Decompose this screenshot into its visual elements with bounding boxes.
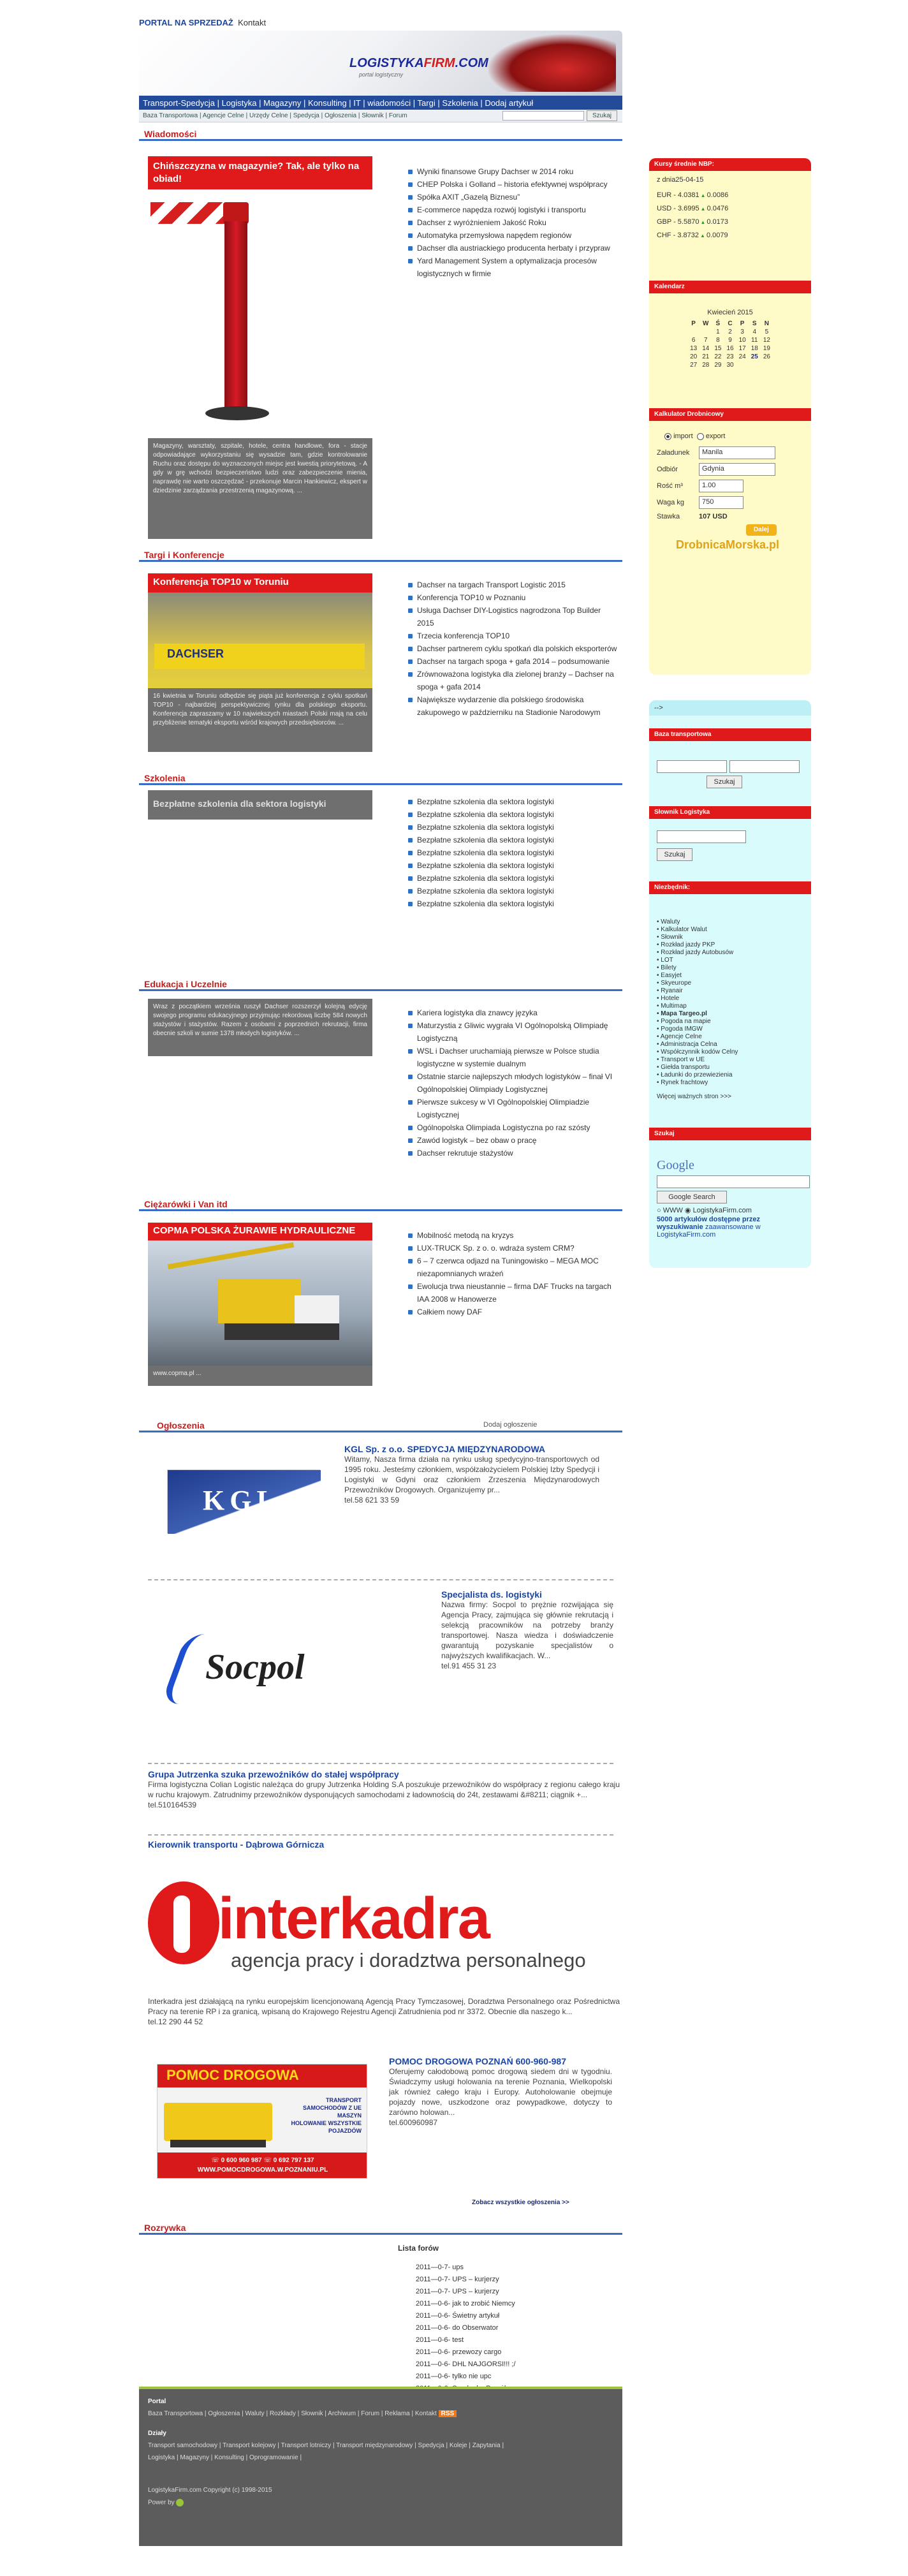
list-item[interactable]: Trzecia konferencja TOP10 (407, 629, 617, 642)
arrow-icon: ▲ (700, 219, 706, 225)
ad-title[interactable]: Specjalista ds. logistyki (441, 1589, 542, 1600)
dictionary-heading: Słownik Logistyka (649, 806, 811, 819)
currency-rate: CHF - 3.8732 (657, 232, 699, 239)
calendar-day[interactable]: 18 (751, 345, 758, 352)
calendar-day[interactable]: 21 (702, 353, 710, 360)
education-list (407, 1006, 617, 1159)
header-search-input[interactable] (502, 111, 584, 121)
weight-label: Waga kg (657, 499, 685, 506)
calendar-day[interactable]: 13 (690, 345, 698, 352)
feature-caption: www.copma.pl ... (148, 1365, 372, 1386)
calendar-day[interactable]: 16 (726, 345, 734, 352)
fairs-feature[interactable] (148, 573, 372, 752)
list-item[interactable]: Bezpłatne szkolenia dla sektora logistyki (407, 808, 617, 821)
calendar-day[interactable]: 24 (738, 353, 746, 360)
training-feature[interactable] (148, 790, 372, 820)
nav-item[interactable]: wiadomości (367, 98, 411, 108)
calendar-day-name: Ś (715, 320, 721, 327)
subnav-item[interactable]: Spedycja (293, 112, 319, 119)
ad-item[interactable] (148, 1444, 620, 1565)
ad-phone: tel.12 290 44 52 (148, 2017, 203, 2026)
list-item[interactable]: Całkiem nowy DAF (407, 1306, 617, 1318)
tool-link[interactable]: • Multimap (657, 1003, 687, 1010)
calendar-day-name: P (691, 320, 696, 327)
trucks-feature[interactable] (148, 1223, 372, 1386)
calendar-day[interactable]: 11 (751, 337, 758, 344)
calendar-day[interactable]: 30 (726, 362, 734, 369)
calendar-day[interactable]: 2 (728, 328, 732, 335)
forum-topic[interactable]: przewozy cargo (452, 2348, 502, 2356)
calendar-day[interactable]: 23 (726, 353, 734, 360)
list-item[interactable]: Wyniki finansowe Grupy Dachser w 2014 roku (407, 165, 617, 178)
ad-phone: tel.58 621 33 59 (344, 1496, 400, 1505)
section-title: Edukacja i Uczelnie (139, 977, 622, 991)
tool-link[interactable]: • Giełda transportu (657, 1064, 710, 1071)
forum-topic[interactable]: test (452, 2336, 464, 2344)
list-item[interactable]: Dachser na targach Transport Logistic 2015 (407, 578, 617, 591)
calendar-day[interactable]: 12 (763, 337, 770, 344)
forum-topic[interactable]: jak to zrobić Niemcy (452, 2300, 515, 2307)
logo-tagline: portal logistyczny (359, 71, 404, 78)
volume-input[interactable]: 1.00 (699, 480, 743, 492)
sidebar-yellow-panel (649, 158, 811, 675)
feature-title[interactable]: COPMA POLSKA ŻURAWIE HYDRAULICZNE (148, 1223, 372, 1240)
list-item[interactable]: Kariera logistyka dla znawcy języka (407, 1006, 617, 1019)
section-title: Szkolenia (139, 771, 622, 785)
subnav-item[interactable]: Ogłoszenia (325, 112, 357, 119)
forum-row[interactable] (416, 2310, 607, 2322)
ad-title[interactable]: POMOC DROGOWA POZNAŃ 600-960-987 (389, 2056, 566, 2066)
list-item[interactable]: Dachser rekrutuje stażystów (407, 1147, 617, 1159)
forum-topic[interactable]: do Obserwator (452, 2324, 499, 2332)
forum-list-title: Lista forów (398, 2244, 439, 2253)
volume-label: Rość m³ (657, 482, 683, 490)
calendar-day[interactable]: 3 (740, 328, 744, 335)
currency-row (657, 202, 803, 216)
forum-topic[interactable]: tylko nie upc (452, 2373, 492, 2380)
calendar-day-name: W (703, 320, 709, 327)
calendar-day[interactable]: 10 (738, 337, 746, 344)
forum-row[interactable] (416, 2298, 607, 2310)
currency-change: 0.0079 (706, 232, 728, 239)
arrow-text: --> (649, 700, 811, 716)
forum-row[interactable] (416, 2359, 607, 2371)
calendar-day[interactable]: 26 (763, 353, 770, 360)
calendar-day (700, 328, 711, 335)
tool-link[interactable]: • Pogoda IMGW (657, 1026, 703, 1033)
footer-portal-heading: Portal (148, 2398, 166, 2405)
search-note: 5000 artykułów dostępne przez wyszukiwanie zaawansowane w LogistykaFirm.com (657, 1216, 761, 1239)
ads-section (135, 1418, 626, 2222)
forum-row[interactable] (416, 2274, 607, 2286)
footer-portal-links[interactable]: Baza Transportowa | Ogłoszenia | Waluty | Rozkłady | Słownik | Archiwum | Forum | Reklama | Kontakt RSS (148, 2410, 613, 2417)
forum-row[interactable] (416, 2322, 607, 2334)
subnav-item[interactable]: Agencje Celne (202, 112, 244, 119)
calendar-day (749, 362, 760, 369)
calendar-day (761, 362, 772, 369)
portal-sale-link[interactable]: PORTAL NA SPRZEDAŻ (139, 18, 233, 27)
list-item[interactable]: Zrównoważona logistyka dla zielonej branży – Dachser na spoga + gafa 2014 (407, 668, 617, 693)
socpol-logo: Socpol (167, 1628, 352, 1711)
dictionary-input[interactable] (657, 830, 746, 843)
footer-powered: Power by (148, 2499, 613, 2506)
header-banner (139, 31, 622, 96)
list-item[interactable]: Spółka AXIT „Gazelą Biznesu” (407, 191, 617, 203)
calendar-day-name: S (752, 320, 757, 327)
news-list (407, 165, 617, 280)
sub-nav: Baza Transportowa | Agencje Celne | Urzędy Celne | Spedycja | Ogłoszenia | Słownik | Forum Szukaj (139, 110, 622, 122)
forum-row[interactable] (416, 2371, 607, 2383)
ad-item[interactable] (148, 1589, 620, 1749)
kgl-logo: KGL (167, 1469, 320, 1533)
footer-depts-line[interactable]: Transport samochodowy | Transport kolejowy | Transport lotniczy | Transport międzynarodowy | Spedycja | Koleje | Zapytania | (148, 2442, 504, 2449)
ad-item[interactable] (148, 1839, 620, 2050)
page (135, 15, 626, 2560)
google-logo: Google (657, 1158, 694, 1172)
calendar-day[interactable]: 28 (702, 362, 710, 369)
feature-caption: 16 kwietnia w Toruniu odbędzie się piąta już konferencja z cyklu spotkań TOP10 - najbardziej perspektywicznej rynku dla polskiego eksportu. Konferencja zapraszamy w 10 najwiekszych miastach Polski mają na celu przybliżenie tematyki eksportu wśród krajowych przedsiębiorców. ... (148, 688, 372, 752)
calendar-day[interactable]: 7 (703, 337, 708, 344)
forum-date: 2011—0-6- (416, 2336, 451, 2344)
rate-label: Stawka (657, 513, 680, 520)
list-item[interactable]: Bezpłatne szkolenia dla sektora logistyki (407, 872, 617, 885)
list-item[interactable]: Dachser dla austriackiego producenta herbaty i przypraw (407, 242, 617, 254)
subnav-item[interactable]: Urzędy Celne (249, 112, 288, 119)
ad-text: Witamy, Nasza firma działa na rynku usług spedycyjno-transportowych od 1995 roku. Jesteśmy członkiem, współzałożycielem Polskiej Izby Spedycji i Logistyki w Gdyni oraz członkiem Zrzeszenia Międzynarodowych Przewoźników Drogowych. Organizujemy pr... (344, 1455, 599, 1494)
tool-link[interactable]: • Kalkulator Walut (657, 926, 707, 933)
add-ad-link[interactable]: Dodaj ogłoszenie (483, 1421, 538, 1429)
tool-link[interactable]: • Słownik (657, 934, 683, 941)
divider (148, 1763, 613, 1764)
search-heading: Szukaj (649, 1128, 811, 1140)
list-item[interactable]: Automatyka przemysłowa napędem regionów (407, 229, 617, 242)
calendar-day[interactable]: 9 (728, 337, 732, 344)
list-item[interactable]: LUX-TRUCK Sp. z o. o. wdraża system CRM? (407, 1242, 617, 1255)
currency-rate: GBP - 5.5870 (657, 218, 699, 226)
tool-link[interactable]: • Pogoda na mapie (657, 1018, 711, 1025)
ad-title[interactable]: Grupa Jutrzenka szuka przewoźników do stałej współpracy (148, 1769, 399, 1779)
roadside-assistance-banner: POMOC DROGOWA TRANSPORT SAMOCHODÓW Z UE MASZYN HOLOWANIE WSZYSTKIE POJAZDÓW ☏ 0 600 960 987 ☏ 0 692 797 137 WWW.POMOCDROGOWA.W.POZNANIU.PL (157, 2064, 367, 2179)
forum-topic[interactable]: DHL NAJGORSI!!! ;/ (452, 2360, 516, 2368)
load-port-select[interactable]: Manila (699, 446, 775, 459)
arrow-icon: ▲ (700, 206, 706, 212)
crane-truck-image (148, 1240, 372, 1365)
list-item[interactable]: Ostatnie starcie najlepszych młodych logistyków – finał VI Ogólnopolskiej Olimpiady Logistycznej (407, 1070, 617, 1096)
forum-list (416, 2262, 607, 2407)
calendar-day[interactable]: 19 (763, 345, 770, 352)
tools-box (649, 894, 811, 1124)
google-search-box (649, 1140, 811, 1244)
tools-heading: Niezbędnik: (649, 881, 811, 894)
unload-port-select[interactable]: Gdynia (699, 463, 775, 476)
feature-caption: Wraz z początkiem września ruszył Dachser rozszerzył kolejną edycję swojego programu edukacyjnego przyjmując rekordową liczbę 584 nowych stażystów i stażystów. Razem z osobami z poprzednich rekrutacji, firma obecnie szkoli w sumie 1378 młodych logistyków. ... (148, 999, 372, 1056)
currency-row (657, 229, 803, 242)
unload-port-label: Odbiór (657, 466, 678, 473)
currency-rate: USD - 3.6995 (657, 205, 699, 212)
list-item[interactable]: Dachser na targach spoga + gafa 2014 – podsumowanie (407, 655, 617, 668)
footer-depts-line[interactable]: Logistyka | Magazyny | Konsulting | Oprogramowanie | (148, 2454, 302, 2461)
education-feature[interactable] (148, 999, 372, 1056)
calendar-day[interactable]: 1 (716, 328, 720, 335)
list-item[interactable]: Bezpłatne szkolenia dla sektora logistyki (407, 897, 617, 910)
forum-row[interactable] (416, 2286, 607, 2298)
ad-text: Firma logistyczna Colian Logistic należąca do grupy Jutrzenka Holding S.A poszukuje przewoźników do współpracy z regionu całego kraju w ruchu krajowym. Zatrudnimy przewoźników dysponujących samochodami z ładownością do 24t, zestawami &#8211; ciągnik +... (148, 1780, 620, 1799)
list-item[interactable]: 6 – 7 czerwca odjazd na Tuningowisko – MEGA MOC niezapomnianych wrażeń (407, 1255, 617, 1280)
calendar-day[interactable]: 29 (714, 362, 722, 369)
ad-title[interactable]: KGL Sp. z o.o. SPEDYCJA MIĘDZYNARODOWA (344, 1444, 546, 1454)
calendar-day[interactable]: 27 (690, 362, 698, 369)
divider (148, 1834, 613, 1836)
greenapple-icon (176, 2499, 184, 2506)
tool-link[interactable]: • Rozkład jazdy Autobusów (657, 949, 734, 956)
nav-item[interactable]: Logistyka (221, 98, 257, 108)
calendar-day-name: C (728, 320, 733, 327)
forum-date: 2011—0-7- (416, 2288, 451, 2295)
tool-link[interactable]: • Hotele (657, 995, 680, 1002)
currency-change: 0.0476 (707, 205, 729, 212)
currency-change: 0.0173 (707, 218, 729, 226)
site-logo[interactable]: LOGISTYKAFIRM.COM (349, 56, 488, 70)
list-item[interactable]: Pierwsze sukcesy w VI Ogólnopolskiej Olimpiadzie Logistycznej (407, 1096, 617, 1121)
calc-next-button[interactable]: Dalej (746, 524, 777, 536)
drobnica-brand[interactable]: DrobnicaMorska.pl (676, 538, 780, 551)
nav-item[interactable]: IT (353, 98, 361, 108)
calendar-heading: Kalendarz (649, 281, 811, 293)
calendar-day-name: N (764, 320, 769, 327)
tool-link[interactable]: • Mapa Targeo.pl (657, 1010, 707, 1017)
transport-base-box (649, 741, 811, 799)
ad-text: Nazwa firmy: Socpol to prężnie rozwijająca się Agencja Pracy, zajmująca się głównie rekrutacją i selekcją pracowników na potrzeby branży transportowej. Nasza wiedza i doświadczenie gwarantują pozyskanie specjalistów o najwyższych kwalifikacjach. W... (441, 1600, 613, 1660)
list-item[interactable]: Usługa Dachser DIY-Logistics nagrodzona Top Builder 2015 (407, 604, 617, 629)
trucks-list (407, 1229, 617, 1318)
list-item[interactable]: Konferencja TOP10 w Poznaniu (407, 591, 617, 604)
forum-date: 2011—0-7- (416, 2263, 451, 2271)
calendar-day[interactable]: 4 (752, 328, 757, 335)
transport-base-search-button[interactable]: Szukaj (707, 776, 742, 788)
list-item[interactable]: Bezpłatne szkolenia dla sektora logistyki (407, 846, 617, 859)
barrier-post-image (148, 189, 372, 438)
section-title: Ogłoszenia Dodaj ogłoszenie (139, 1418, 622, 1432)
feature-caption: Magazyny, warsztaty, szpitale, hotele, centra handlowe, fora - stacje odpowiadające wykorzystaniu się wysadzie tam, gdzie kontrolowanie Ruchu oraz dostępu do wyznaczonych miejsc jest kwestią priorytetową. - A gdy w grę wchodzi bezpieczeństwo ludzi oraz zabezpieczenie mienia, naprawdę nie warto oszczędzać - przekonuje Marcin Hankiewicz, ekspert w dziedzinie zarządzania przestrzenią magazynową. ... (148, 438, 372, 539)
forum-row[interactable] (416, 2334, 607, 2346)
ad-phone: tel.600960987 (389, 2118, 438, 2127)
export-label: export (705, 432, 726, 440)
more-links[interactable]: Więcej ważnych stron >>> (657, 1093, 731, 1100)
feature-title[interactable]: Chińszczyzna w magazynie? Tak, ale tylko na obiad! (148, 156, 372, 189)
calendar-day-name: P (740, 320, 745, 327)
ad-item[interactable] (148, 2056, 620, 2190)
calendar-day[interactable]: 15 (714, 345, 722, 352)
tool-link[interactable]: • Waluty (657, 918, 680, 925)
tool-link[interactable]: • Transport w UE (657, 1056, 705, 1063)
currency-row (657, 216, 803, 229)
list-item[interactable]: Maturzystia z Gliwic wygrała VI Ogólnopolską Olimpiadę Logistyczną (407, 1019, 617, 1045)
dictionary-box (649, 819, 811, 870)
google-search-button[interactable]: Google Search (657, 1191, 727, 1203)
transport-base-select-2[interactable] (729, 760, 800, 773)
ad-phone: tel.510164539 (148, 1800, 197, 1809)
section-title: Rozrywka (139, 2221, 622, 2235)
tool-link[interactable]: • Administracja Celna (657, 1041, 717, 1048)
tool-link[interactable]: • Ryanair (657, 987, 683, 994)
feature-title[interactable]: Konferencja TOP10 w Toruniu (148, 573, 372, 592)
list-item[interactable]: Bezpłatne szkolenia dla sektora logistyki (407, 859, 617, 872)
export-radio[interactable] (697, 433, 704, 440)
fairs-list (407, 578, 617, 719)
subnav-item[interactable]: Forum (388, 112, 407, 119)
subnav-item[interactable]: Baza Transportowa (143, 112, 198, 119)
calendar-month: Kwiecień 2015 (707, 309, 753, 316)
dachser-sign-text: DACHSER (167, 647, 224, 660)
list-item[interactable]: Bezpłatne szkolenia dla sektora logistyki (407, 821, 617, 834)
nav-item[interactable]: Szkolenia (442, 98, 478, 108)
all-ads-link[interactable]: Zobacz wszystkie ogłoszenia >> (472, 2199, 569, 2206)
nav-item[interactable]: Konsulting (307, 98, 347, 108)
forum-topic[interactable]: UPS – kurjerzy (452, 2288, 499, 2295)
calendar-day[interactable]: 17 (738, 345, 746, 352)
dictionary-search-button[interactable]: Szukaj (657, 848, 692, 861)
transport-base-select[interactable] (657, 760, 727, 773)
forum-date: 2011—0-6- (416, 2324, 451, 2332)
currency-date: z dnia25-04-15 (657, 176, 704, 184)
calendar-day[interactable]: 20 (690, 353, 698, 360)
tool-link[interactable]: • Bilety (657, 964, 677, 971)
currency-row (657, 189, 803, 202)
ad-title[interactable]: Kierownik transportu - Dąbrowa Górnicza (148, 1839, 325, 1850)
ad-item[interactable] (148, 1769, 620, 1833)
forum-topic[interactable]: Świetny artykuł (452, 2312, 500, 2320)
truck-image (488, 34, 616, 92)
transport-base-heading: Baza transportowa (649, 728, 811, 741)
forum-row[interactable] (416, 2346, 607, 2359)
header-search-button[interactable]: Szukaj (587, 110, 617, 121)
weight-input[interactable]: 750 (699, 496, 743, 509)
google-search-input[interactable] (657, 1175, 810, 1188)
rate-currency: USD (712, 513, 728, 520)
list-item[interactable]: Największe wydarzenie dla polskiego środowiska zakupowego w październiku na Stadionie Narodowym (407, 693, 617, 719)
calendar-day[interactable]: 5 (765, 328, 769, 335)
list-item[interactable]: Dachser z wyróżnieniem Jakość Roku (407, 216, 617, 229)
news-feature[interactable] (148, 156, 372, 539)
calendar-day (737, 362, 748, 369)
section-title: Targi i Konferencje (139, 548, 622, 562)
ad-text: Interkadra jest działającą na rynku europejskim licencjonowaną Agencją Pracy Tymczasowej, Doradztwa Personalnego oraz Pośrednictwa Pracy na terenie RP i za granicą, wpisaną do Krajowego Rejestru Agencji Zatrudnienia pod nr 3372. Obecnie dla naszego k... (148, 1997, 620, 2016)
section-title: Wiadomości (139, 127, 622, 141)
tool-link[interactable]: • Rynek frachtowy (657, 1079, 708, 1086)
tool-link[interactable]: • Agencje Celne (657, 1033, 702, 1040)
top-bar (135, 15, 626, 31)
forum-date: 2011—0-6- (416, 2348, 451, 2356)
freight-calculator (649, 421, 811, 557)
subnav-item[interactable]: Słownik (362, 112, 384, 119)
conference-image (148, 592, 372, 688)
list-item[interactable]: Dachser partnerem cyklu spotkań dla polskich eksporterów (407, 642, 617, 655)
tool-link[interactable]: • LOT (657, 957, 673, 964)
main-nav: Transport-Spedycja | Logistyka | Magazyny | Konsulting | IT | wiadomości | Targi | Szkolenia | Dodaj artykuł (139, 96, 622, 110)
calendar-day[interactable]: 6 (691, 337, 696, 344)
calendar-day (688, 328, 699, 335)
footer-copyright: LogistykaFirm.com Copyright (c) 1998-2015 (148, 2487, 272, 2494)
forum-date: 2011—0-6- (416, 2373, 451, 2380)
footer (139, 2387, 622, 2546)
nav-item[interactable]: Dodaj artykuł (485, 98, 534, 108)
footer-depts-heading: Działy (148, 2430, 166, 2437)
arrow-icon: ▲ (700, 193, 706, 198)
tool-link[interactable]: • Ładunki do przewiezienia (657, 1071, 733, 1078)
sidebar-cyan-panel (649, 700, 811, 1268)
rate-value: 107 (699, 513, 711, 520)
tool-link[interactable]: • Easyjet (657, 972, 682, 979)
divider (148, 1579, 613, 1580)
forum-date: 2011—0-6- (416, 2300, 451, 2307)
calc-heading: Kalkulator Drobnicowy (649, 408, 811, 421)
calendar-day[interactable]: 8 (716, 337, 720, 344)
list-item[interactable]: Yard Management System a optymalizacja procesów logistycznych w firmie (407, 254, 617, 280)
list-item[interactable]: E-commerce napędza rozwój logistyki i transportu (407, 203, 617, 216)
load-port-label: Załadunek (657, 449, 690, 457)
calendar-day[interactable]: 25 (751, 353, 758, 360)
calendar-day[interactable]: 14 (702, 345, 710, 352)
list-item[interactable]: Ogólnopolska Olimpiada Logistyczna po raz szósty (407, 1121, 617, 1134)
forum-date: 2011—0-6- (416, 2360, 451, 2368)
forum-row[interactable] (416, 2262, 607, 2274)
list-item[interactable]: Mobilność metodą na kryzys (407, 1229, 617, 1242)
ad-phone: tel.91 455 31 23 (441, 1661, 497, 1670)
list-item[interactable]: WSL i Dachser uruchamiają pierwsze w Polsce studia logistyczne w systemie dualnym (407, 1045, 617, 1070)
nav-item[interactable]: Transport-Spedycja (143, 98, 215, 108)
list-item[interactable]: Bezpłatne szkolenia dla sektora logistyki (407, 885, 617, 897)
tool-link[interactable]: • Skyeurope (657, 980, 692, 987)
currency-box (649, 171, 811, 281)
training-list (407, 795, 617, 910)
calendar (649, 293, 811, 408)
interkadra-logo: interkadra agencja pracy i doradztwa personalnego (148, 1881, 620, 1984)
nav-item[interactable]: Magazyny (263, 98, 302, 108)
calendar-day[interactable]: 22 (714, 353, 722, 360)
arrow-icon: ▲ (700, 233, 705, 239)
list-item[interactable]: Ewolucja trwa nieustannie – firma DAF Trucks na targach IAA 2008 w Hanowerze (407, 1280, 617, 1306)
tool-link[interactable]: • Współczynnik kodów Celny (657, 1049, 738, 1056)
nav-item[interactable]: Targi (417, 98, 436, 108)
list-item[interactable]: Bezpłatne szkolenia dla sektora logistyki (407, 795, 617, 808)
feature-title[interactable]: Bezpłatne szkolenia dla sektora logistyki (148, 790, 372, 820)
ad-text: Oferujemy całodobową pomoc drogową siedem dni w tygodniu. Świadczymy usługi holowania na terenie Poznania, Wielkopolski jak również całego kraju i Europy. Autoholowanie obejmuje pojazdy nowe, uszkodzone oraz powypadkowe, dotyczy to zarówno holowan... (389, 2067, 612, 2117)
forum-date: 2011—0-6- (416, 2312, 451, 2320)
rss-icon[interactable]: RSS (439, 2410, 457, 2417)
forum-topic[interactable]: UPS – kurjerzy (452, 2276, 499, 2283)
currency-change: 0.0086 (707, 191, 729, 199)
contact-link[interactable]: Kontakt (238, 18, 267, 27)
list-item[interactable]: Zawód logistyk – bez obaw o pracę (407, 1134, 617, 1147)
list-item[interactable]: CHEP Polska i Golland – historia efektywnej współpracy (407, 178, 617, 191)
section-title: Ciężarówki i Van itd (139, 1197, 622, 1211)
import-radio[interactable] (664, 433, 671, 440)
list-item[interactable]: Bezpłatne szkolenia dla sektora logistyki (407, 834, 617, 846)
tool-link[interactable]: • Rozkład jazdy PKP (657, 941, 715, 948)
import-label: import (673, 432, 693, 440)
search-scope[interactable]: ○ WWW ◉ LogistykaFirm.com (657, 1207, 752, 1214)
currency-heading: Kursy średnie NBP: (649, 158, 811, 171)
forum-date: 2011—0-7- (416, 2276, 451, 2283)
forum-topic[interactable]: ups (452, 2263, 464, 2271)
currency-rate: EUR - 4.0381 (657, 191, 699, 199)
